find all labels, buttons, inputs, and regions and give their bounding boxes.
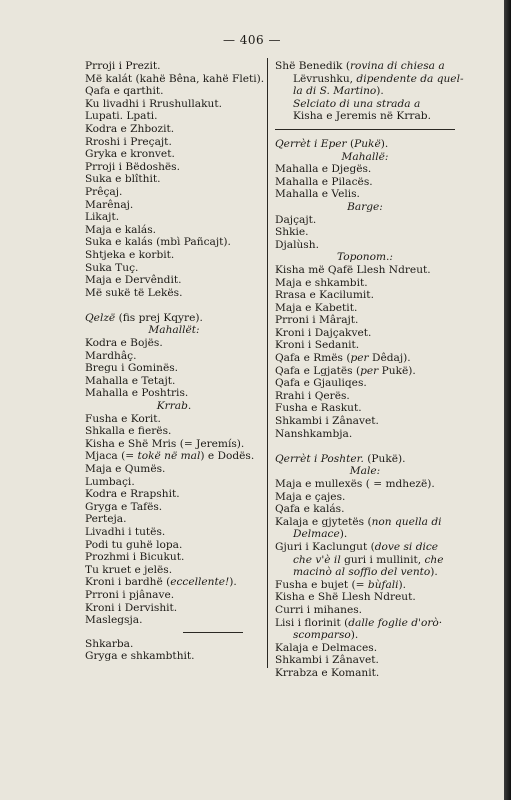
lgjates-italic: per [360, 364, 379, 377]
gjuri-italic-2: che v'è il [293, 553, 341, 566]
list-item: Maja e kalás. [85, 223, 157, 236]
benedik-line-1 [275, 60, 455, 73]
list-item-bujet [275, 579, 455, 592]
benedik-end: ). [376, 85, 384, 98]
list-item: Kroni i Dajçakvet. [275, 326, 372, 339]
list-item: Djalùsh. [275, 238, 319, 251]
gjuri-start: Gjuri i Kaclungut ( [275, 540, 375, 553]
page-number: — 406 — [222, 33, 282, 47]
benedik-line-2 [275, 72, 464, 86]
list-item: Maja e Dervêndit. [85, 274, 182, 287]
bujet-start: Fusha e bujet (= [275, 578, 368, 591]
subheading-male: Male: [349, 465, 381, 478]
list-item: Suka e blîthit. [85, 173, 161, 186]
list-item: Bregu i Gominës. [85, 362, 179, 375]
qelze-note: (fis prej Kqyre). [118, 311, 203, 324]
benedik-start: Shë Benedik ( [275, 60, 350, 72]
list-item: Perteja. [85, 513, 127, 526]
list-item: Mahalla e Pilacës. [275, 175, 373, 188]
list-item: Prroni i pjânave. [85, 588, 175, 601]
lisi-end: ). [350, 629, 359, 642]
list-item: Kisha e Shë Mris (= Jeremís). [85, 437, 245, 450]
gjuri-line-1 [275, 541, 455, 554]
qerret-poshter-note: (Pukë). [367, 452, 406, 465]
list-item: Kodra e Bojës. [85, 337, 163, 350]
list-item-kroni [85, 576, 263, 589]
kalaja-line-2 [275, 528, 455, 541]
kalaja-end: ). [339, 528, 348, 541]
mjaca-start: Mjaca (= [85, 450, 135, 463]
list-item: Kroni i Sedanit. [275, 339, 360, 352]
list-item-rmes [275, 352, 455, 365]
list-item: Suka e kalás (mbì Pañcajt). [85, 236, 231, 249]
list-item: Kalaja e Delmaces. [275, 641, 378, 654]
list-item: Shtjeka e korbit. [85, 248, 175, 261]
lisi-line-2 [275, 629, 455, 642]
list-item: Prroji i Bëdoshës. [85, 160, 180, 173]
subheading-mahalle: Mahallë: [341, 150, 389, 163]
rmes-italic: per [350, 352, 369, 365]
list-item: Shkambi i Zânavet. [275, 654, 379, 667]
gjuri-italic-4: macinò al soffio del vento [293, 566, 431, 579]
subheading-toponom: Toponom.: [337, 251, 393, 264]
list-item: Tu kruet e jelës. [85, 563, 173, 576]
list-item: Prêçaj. [85, 185, 123, 198]
list-item: Kroni i Dervishit. [85, 601, 178, 614]
paren-open: ( [349, 137, 355, 150]
list-item: Gryga e Tafës. [85, 500, 163, 513]
right-column [275, 60, 464, 680]
rmes-start: Qafa e Rmës ( [275, 352, 351, 365]
subheading-barge: Barge: [347, 200, 383, 213]
list-item: Lupati. Lpati. [85, 110, 158, 123]
kroni-end: ). [229, 576, 237, 589]
list-item-mjaca [85, 450, 263, 463]
qerret-eper-puke: Pukë [354, 137, 381, 150]
kroni-italic: eccellente! [170, 576, 230, 589]
list-item: Gryka e kronvet. [85, 148, 175, 161]
list-item: Marênaj. [85, 198, 134, 211]
subheading-mahallet: Mahallët: [148, 324, 200, 337]
list-item: Shkie. [275, 226, 309, 239]
list-item: Qafa e Gjauliqes. [275, 377, 367, 390]
qelze-title: Qelzë [85, 311, 116, 324]
list-item: Rroshi i Preçajt. [85, 135, 172, 148]
list-item: Më sukë të Lekës. [85, 286, 183, 299]
list-item: Fusha e Korit. [85, 412, 161, 425]
lgjates-end: Pukë). [378, 364, 416, 377]
list-item: Lumbaçi. [85, 475, 135, 488]
section-heading-qerret-eper [275, 138, 455, 151]
list-item: Shkalla e fierës. [85, 425, 172, 438]
list-item: Kisha e Shë Llesh Ndreut. [275, 591, 416, 604]
list-item: Maja e mullexës ( = mdhezë). [275, 478, 435, 490]
list-item: Curri i mihanes. [275, 603, 363, 616]
benedik-italic-2: dipendente da quel- [356, 72, 464, 85]
gjuri-line-3 [275, 566, 455, 579]
spacer [275, 440, 455, 453]
list-item: Krrabza e Komanit. [275, 666, 380, 679]
section-rule [183, 632, 243, 633]
lgjates-start: Qafa e Lgjatës ( [275, 364, 361, 377]
list-item: Livadhi i tutës. [85, 525, 166, 538]
list-item: Mahalla e Velis. [275, 188, 360, 201]
gjuri-italic-3: che [424, 553, 444, 566]
gjuri-mid: guri i mullinit, [340, 553, 425, 566]
list-item: Mahalla e Djegës. [275, 163, 372, 176]
subheading-krrab: Krrab. [156, 400, 192, 413]
rmes-end: Dêdaj). [368, 352, 411, 365]
list-item: Suka Tuç. [85, 261, 139, 274]
list-item: Kodra e Zhbozit. [85, 122, 175, 135]
gjuri-line-2 [275, 554, 455, 567]
benedik-italic-3: la di S. Martino [293, 85, 377, 98]
list-item: Rrahi i Qerës. [275, 389, 350, 402]
qerret-eper-title: Qerrèt i Eper [275, 137, 347, 150]
list-item: Kisha e Jeremis në Krrab. [293, 110, 431, 123]
list-item: Prroji i Prezit. [85, 60, 161, 72]
benedik-italic-1: rovina di chiesa a [349, 60, 445, 72]
list-item: Qafa e kalás. [275, 503, 345, 516]
list-item: Ku livadhi i Rrushullakut. [85, 97, 222, 110]
paren-close: ). [380, 137, 389, 150]
lisi-italic: dalle foglie d'orò· [348, 616, 443, 629]
kalaja-italic: non quella di [371, 515, 442, 528]
gjuri-end: ). [430, 566, 438, 579]
list-item: Likajt. [85, 211, 120, 224]
page-edge-shadow [504, 0, 511, 800]
list-item: Maja e Kabetit. [275, 301, 358, 314]
mjaca-italic: tokë në mal [137, 450, 201, 463]
mjaca-end: ) e Dodës. [200, 450, 255, 463]
lisi-start: Lisi i florinit ( [275, 616, 349, 629]
list-item-lgjates [275, 365, 455, 378]
section-heading-qelze [85, 312, 263, 325]
bujet-end: ). [398, 578, 407, 591]
kalaja-start: Kalaja e gjytetës ( [275, 515, 372, 528]
list-item: Mahalla e Poshtris. [85, 387, 189, 400]
list-item: Nanshkambja. [275, 427, 353, 440]
list-item: Qafa e qarthit. [85, 85, 164, 98]
list-item: Maja e shkambit. [275, 276, 368, 289]
list-item: Mahalla e Tetajt. [85, 374, 176, 387]
list-item: Rrasa e Kacilumit. [275, 289, 374, 302]
left-column [85, 60, 263, 663]
list-item: Shkambi i Zânavet. [275, 415, 379, 428]
list-item: Dajçajt. [275, 213, 317, 226]
section-heading-qerret-poshter [275, 453, 455, 466]
list-item: Maja e çajes. [275, 490, 346, 503]
gjuri-italic: dove si dice [374, 540, 439, 553]
kalaja-line-1 [275, 516, 455, 529]
list-item: Kodra e Rrapshit. [85, 488, 180, 501]
list-item: Shkarba. [85, 637, 134, 650]
bujet-italic: bùfali [367, 578, 399, 591]
kalaja-italic-2: Delmace [293, 528, 340, 541]
lisi-italic-2: scomparso [293, 629, 351, 642]
selciato-note: Selciato di una strada a [293, 97, 421, 110]
list-item: Podi tu guhë lopa. [85, 538, 183, 551]
kroni-start: Kroni i bardhë ( [85, 576, 171, 589]
benedik-start-2: Lëvrushku, [293, 72, 357, 85]
list-item: Prroni i Mârajt. [275, 314, 359, 327]
qerret-poshter-title: Qerrèt i Poshter. [275, 452, 364, 465]
list-item: Kisha më Qafë Llesh Ndreut. [275, 263, 431, 276]
list-item: Gryga e shkambthit. [85, 650, 195, 663]
spacer [85, 299, 263, 312]
section-rule [275, 129, 455, 130]
benedik-line-3 [275, 85, 455, 98]
list-item: Prozhmi i Bicukut. [85, 551, 185, 564]
list-item: Maja e Qumës. [85, 463, 166, 475]
list-item: Mardhâç. [85, 349, 137, 362]
column-divider [267, 58, 268, 668]
list-item: Maslegsja. [85, 614, 143, 627]
lisi-line-1 [275, 617, 455, 630]
list-item: Fusha e Raskut. [275, 402, 362, 415]
list-item: Më kalát (kahë Bêna, kahë Fleti). [85, 72, 265, 85]
